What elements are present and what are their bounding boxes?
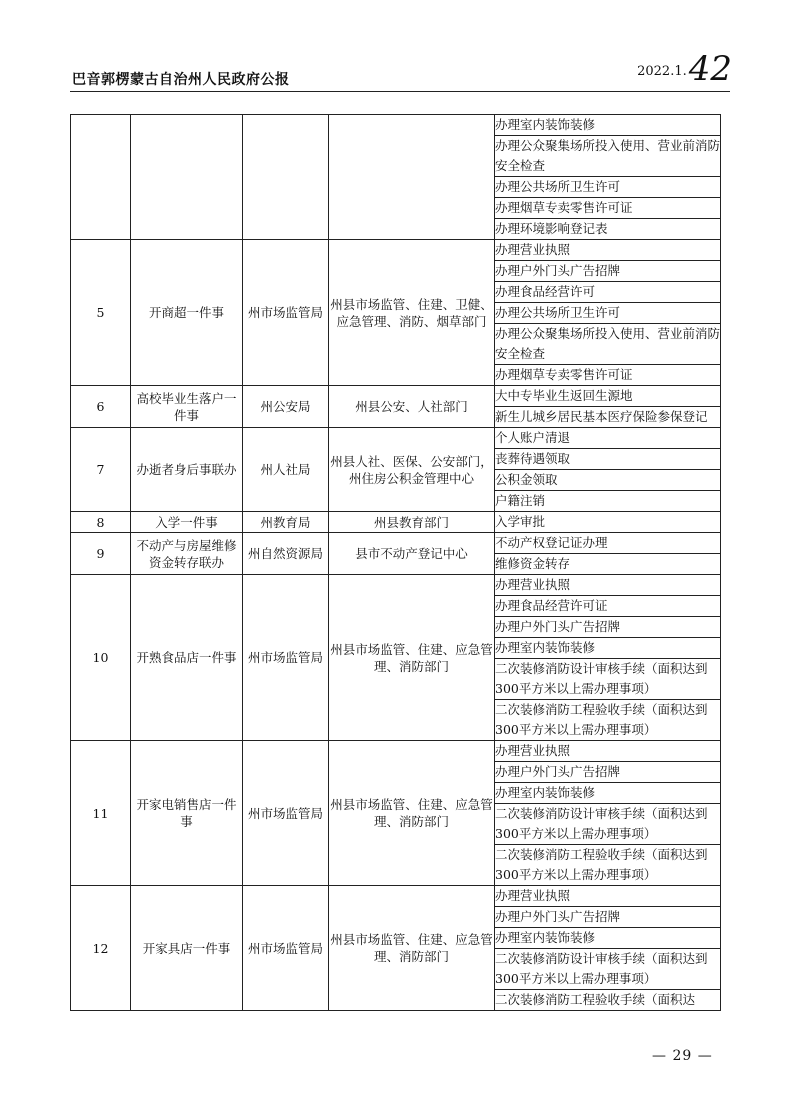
service-name: 办逝者身后事联办 [131,428,243,512]
service-item: 二次装修消防工程验收手续（面积达到300平方米以上需办理事项） [495,845,721,886]
service-item: 办理室内装饰装修 [495,638,721,659]
service-item: 办理营业执照 [495,240,721,261]
service-item: 办理公共场所卫生许可 [495,177,721,198]
service-item: 办理室内装饰装修 [495,928,721,949]
row-number: 6 [71,386,131,428]
service-item: 办理营业执照 [495,741,721,762]
service-name [131,115,243,240]
partner-departments: 州县市场监管、住建、卫健、应急管理、消防、烟草部门 [329,240,495,386]
lead-department: 州公安局 [243,386,329,428]
service-item: 公积金领取 [495,470,721,491]
service-item: 办理公众聚集场所投入使用、营业前消防安全检查 [495,324,721,365]
table-row [71,428,721,449]
service-item: 入学审批 [495,512,721,533]
service-item: 办理烟草专卖零售许可证 [495,198,721,219]
row-number: 10 [71,575,131,741]
service-item: 二次装修消防工程验收手续（面积达 [495,990,721,1011]
service-table [70,114,721,1011]
table-row [71,240,721,261]
row-number: 8 [71,512,131,533]
row-number: 7 [71,428,131,512]
service-item: 办理室内装饰装修 [495,115,721,136]
lead-department: 州人社局 [243,428,329,512]
service-item: 办理营业执照 [495,575,721,596]
partner-departments: 州县市场监管、住建、应急管理、消防部门 [329,886,495,1011]
service-name: 高校毕业生落户一件事 [131,386,243,428]
service-name: 不动产与房屋维修资金转存联办 [131,533,243,575]
service-name: 开家具店一件事 [131,886,243,1011]
service-item: 办理食品经营许可证 [495,596,721,617]
service-item: 大中专毕业生返回生源地 [495,386,721,407]
lead-department: 州市场监管局 [243,575,329,741]
row-number: 9 [71,533,131,575]
table-row [71,115,721,136]
service-item: 二次装修消防设计审核手续（面积达到300平方米以上需办理事项） [495,949,721,990]
table-row [71,575,721,596]
service-item: 个人账户清退 [495,428,721,449]
service-item: 不动产权登记证办理 [495,533,721,554]
table-body [71,115,721,1011]
service-item: 办理公共场所卫生许可 [495,303,721,324]
service-item: 办理户外门头广告招牌 [495,261,721,282]
service-item: 维修资金转存 [495,554,721,575]
lead-department: 州教育局 [243,512,329,533]
issue-info [637,49,732,89]
lead-department: 州市场监管局 [243,240,329,386]
table-row [71,533,721,554]
service-item: 新生儿城乡居民基本医疗保险参保登记 [495,407,721,428]
partner-departments: 州县公安、人社部门 [329,386,495,428]
service-item: 办理营业执照 [495,886,721,907]
service-item: 办理室内装饰装修 [495,783,721,804]
service-name: 入学一件事 [131,512,243,533]
partner-departments: 县市不动产登记中心 [329,533,495,575]
lead-department: 州自然资源局 [243,533,329,575]
issue-date: 2022.1. [637,64,687,79]
table-row [71,741,721,762]
partner-departments [329,115,495,240]
service-item: 办理环境影响登记表 [495,219,721,240]
partner-departments: 州县教育部门 [329,512,495,533]
service-item: 二次装修消防设计审核手续（面积达到300平方米以上需办理事项） [495,804,721,845]
row-number: 12 [71,886,131,1011]
service-name: 开家电销售店一件事 [131,741,243,886]
service-item: 二次装修消防设计审核手续（面积达到300平方米以上需办理事项） [495,659,721,700]
partner-departments: 州县人社、医保、公安部门，州住房公积金管理中心 [329,428,495,512]
service-item: 二次装修消防工程验收手续（面积达到300平方米以上需办理事项） [495,700,721,741]
issue-number: 42 [688,49,732,89]
service-item: 户籍注销 [495,491,721,512]
page-number: — 29 — [652,1048,713,1064]
service-name: 开熟食品店一件事 [131,575,243,741]
service-item: 办理食品经营许可 [495,282,721,303]
service-name: 开商超一件事 [131,240,243,386]
journal-title: 巴音郭楞蒙古自治州人民政府公报 [72,72,290,88]
service-item: 丧葬待遇领取 [495,449,721,470]
table-row [71,386,721,407]
partner-departments: 州县市场监管、住建、应急管理、消防部门 [329,741,495,886]
service-item: 办理烟草专卖零售许可证 [495,365,721,386]
table-row [71,512,721,533]
row-number [71,115,131,240]
service-item: 办理公众聚集场所投入使用、营业前消防安全检查 [495,136,721,177]
lead-department: 州市场监管局 [243,886,329,1011]
lead-department [243,115,329,240]
lead-department: 州市场监管局 [243,741,329,886]
service-item: 办理户外门头广告招牌 [495,617,721,638]
service-item: 办理户外门头广告招牌 [495,762,721,783]
header-divider [70,91,730,92]
service-item: 办理户外门头广告招牌 [495,907,721,928]
row-number: 5 [71,240,131,386]
table-row [71,886,721,907]
partner-departments: 州县市场监管、住建、应急管理、消防部门 [329,575,495,741]
row-number: 11 [71,741,131,886]
